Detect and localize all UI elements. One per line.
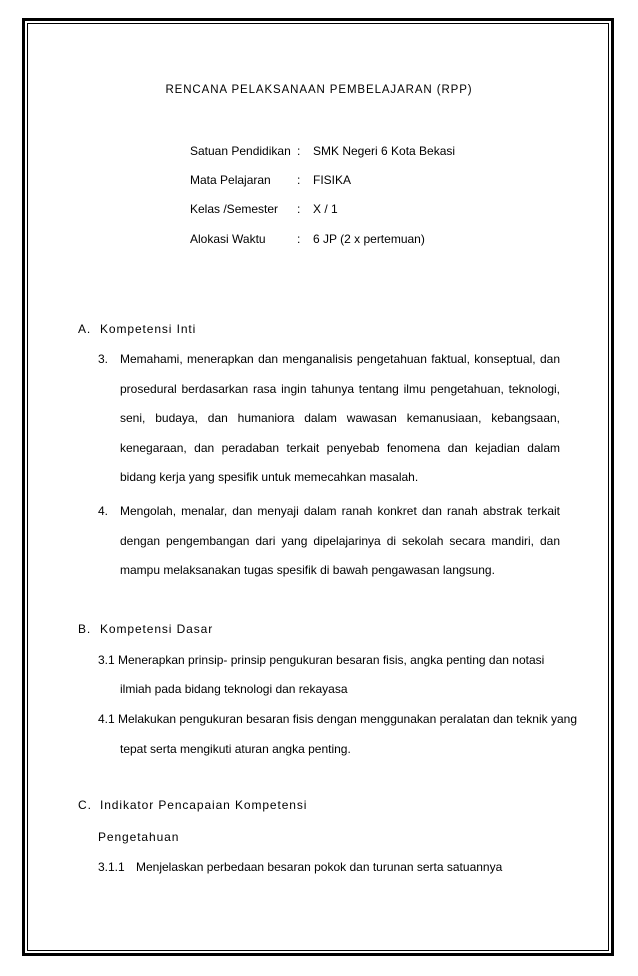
identity-label: Mata Pelajaran xyxy=(190,173,271,187)
identity-value: 6 JP (2 x pertemuan) xyxy=(313,232,425,246)
kd-item-3-1-line2: ilmiah pada bidang teknologi dan rekayasa xyxy=(120,682,348,696)
section-title: Indikator Pencapaian Kompetensi xyxy=(100,798,308,812)
ki-text: Mengolah, menalar, dan menyaji dalam ranah konkret dan ranah abstrak terkait dengan pengembangan dari yang dipelajarinya di sekolah secara mandiri, dan mampu melaksanakan tugas spesifik di bawah pengawasan langsung. xyxy=(120,504,560,577)
section-title: Kompetensi Inti xyxy=(100,322,197,336)
identity-separator: : xyxy=(297,144,301,158)
ki-text: Memahami, menerapkan dan menganalisis pengetahuan faktual, konseptual, dan prosedural berdasarkan rasa ingin tahunya tentang ilmu pengetahuan, teknologi, seni, budaya, dan humaniora dalam wawasan kemanusiaan, kebangsaan, kenegaraan, dan peradaban terkait penyebab fenomena dan kejadian dalam bidang kerja yang spesifik untuk memecahkan masalah. xyxy=(120,352,560,484)
ki-item-4 xyxy=(98,504,560,594)
identity-label: Satuan Pendidikan xyxy=(190,144,291,158)
kd-item-4-1-line2: tepat serta mengikuti aturan angka penting. xyxy=(120,742,351,756)
identity-value: FISIKA xyxy=(313,173,352,187)
ki-item-3 xyxy=(98,352,560,502)
identity-separator: : xyxy=(297,173,301,187)
kd-item-3-1-line1: 3.1 Menerapkan prinsip- prinsip pengukuran besaran fisis, angka penting dan notasi xyxy=(98,653,545,667)
ki-number: 3. xyxy=(98,352,109,366)
indicator-number: 3.1.1 xyxy=(98,860,125,874)
section-b-heading xyxy=(78,622,213,636)
indicator-text: Menjelaskan perbedaan besaran pokok dan turunan serta satuannya xyxy=(136,860,503,874)
section-letter: B. xyxy=(78,622,92,636)
identity-separator: : xyxy=(297,232,301,246)
section-c-heading xyxy=(78,798,307,812)
identity-separator: : xyxy=(297,202,301,216)
identity-value: SMK Negeri 6 Kota Bekasi xyxy=(313,144,456,158)
indicator-subheading: Pengetahuan xyxy=(98,830,180,844)
identity-value: X / 1 xyxy=(313,202,338,216)
ki-number: 4. xyxy=(98,504,109,518)
section-a-heading xyxy=(78,322,196,336)
section-title: Kompetensi Dasar xyxy=(100,622,214,636)
section-letter: C. xyxy=(78,798,92,812)
section-letter: A. xyxy=(78,322,92,336)
identity-label: Alokasi Waktu xyxy=(190,232,266,246)
indicator-item-3-1-1 xyxy=(98,860,503,874)
identity-label: Kelas /Semester xyxy=(190,202,279,216)
kd-item-4-1-line1: 4.1 Melakukan pengukuran besaran fisis dengan menggunakan peralatan dan teknik yang xyxy=(98,712,578,726)
document-title: RENCANA PELAKSANAAN PEMBELAJARAN (RPP) xyxy=(165,84,473,96)
